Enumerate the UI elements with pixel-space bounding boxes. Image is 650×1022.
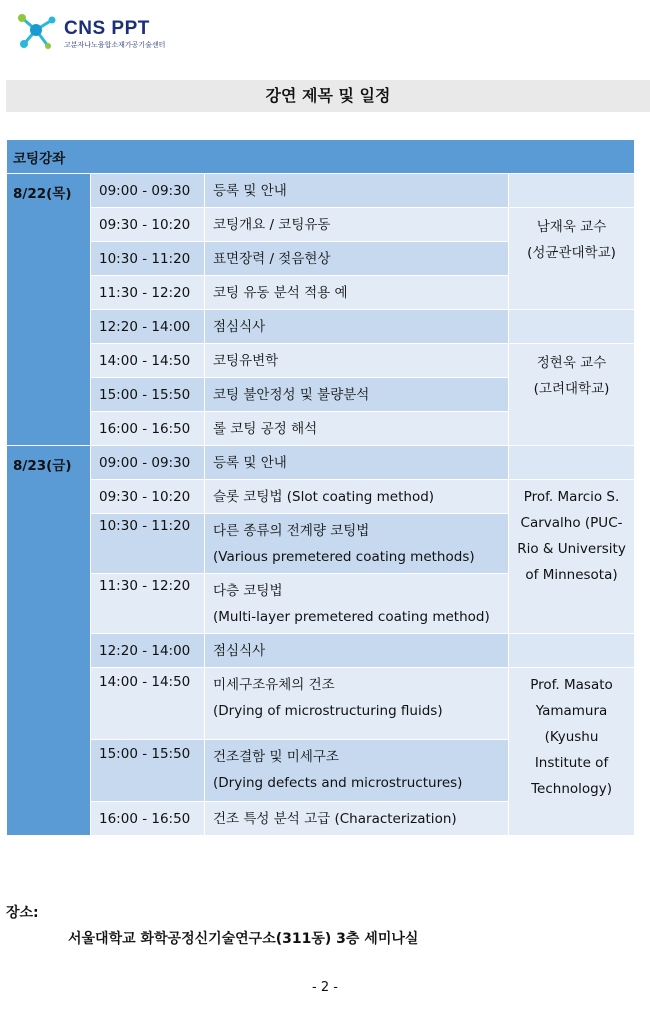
time-cell: 09:30 - 10:20: [91, 480, 205, 514]
table-row: [7, 668, 635, 740]
speaker-name: 남재욱 교수: [536, 219, 607, 235]
speaker-name: 정현욱 교수: [536, 355, 607, 371]
topic-cell: 슬롯 코팅법 (Slot coating method): [205, 480, 509, 514]
time-cell: 09:00 - 09:30: [91, 174, 205, 208]
table-header: 코팅강좌: [7, 140, 635, 174]
logo-subtitle: 고분자나노융합소재가공기술센터: [64, 41, 166, 49]
speaker-cell-empty: [509, 310, 635, 344]
speaker-line: Technology): [531, 781, 612, 797]
time-cell: 09:00 - 09:30: [91, 446, 205, 480]
place-label: 장소:: [6, 905, 39, 921]
speaker-cell: [509, 344, 635, 446]
topic-cell: 점심식사: [205, 634, 509, 668]
page-number: - 2 -: [312, 980, 338, 995]
time-cell: 15:00 - 15:50: [91, 378, 205, 412]
day-cell: 8/23(금): [7, 446, 91, 836]
time-cell: 14:00 - 14:50: [91, 344, 205, 378]
time-cell: 12:20 - 14:00: [91, 310, 205, 344]
topic-english: (Various premetered coating methods): [213, 548, 475, 565]
topic-korean: 미세구조유체의 건조: [213, 677, 335, 693]
table-row: [7, 480, 635, 514]
speaker-line: Carvalho (PUC-: [520, 515, 623, 531]
topic-cell: 코팅 불안정성 및 불량분석: [205, 378, 509, 412]
topic-english: (Multi-layer premetered coating method): [213, 608, 490, 625]
topic-english: (Drying defects and microstructures): [213, 775, 463, 791]
topic-cell: 코팅유변학: [205, 344, 509, 378]
speaker-affiliation: (성균관대학교): [527, 245, 616, 261]
topic-cell: 점심식사: [205, 310, 509, 344]
logo: [14, 8, 194, 54]
speaker-cell-empty: [509, 634, 635, 668]
speaker-line: of Minnesota): [525, 567, 618, 583]
speaker-affiliation: (고려대학교): [533, 381, 610, 397]
speaker-cell: [509, 668, 635, 836]
speaker-cell-empty: [509, 446, 635, 480]
topic-cell: [205, 740, 509, 802]
speaker-line: (Kyushu: [544, 729, 599, 745]
speaker-line: Prof. Masato: [530, 677, 613, 693]
time-cell: 11:30 - 12:20: [91, 574, 205, 634]
speaker-cell: [509, 208, 635, 310]
table-header-row: [7, 140, 635, 174]
topic-korean: 건조결함 및 미세구조: [213, 749, 339, 765]
speaker-line: Rio & University: [517, 541, 626, 557]
speaker-line: Prof. Marcio S.: [523, 489, 620, 505]
topic-cell: 코팅 유동 분석 적용 예: [205, 276, 509, 310]
table-row: [7, 310, 635, 344]
topic-english: (Drying of microstructuring fluids): [213, 703, 443, 719]
schedule-table: [6, 139, 635, 836]
topic-cell: 표면장력 / 젖음현상: [205, 242, 509, 276]
day-cell: 8/22(목): [7, 174, 91, 446]
logo-text: CNS PPT: [64, 18, 150, 39]
topic-cell: 롤 코팅 공정 해석: [205, 412, 509, 446]
speaker-line: Institute of: [534, 755, 609, 771]
time-cell: 12:20 - 14:00: [91, 634, 205, 668]
time-cell: 10:30 - 11:20: [91, 242, 205, 276]
speaker-cell: [509, 480, 635, 634]
topic-cell: [205, 668, 509, 740]
table-row: [7, 208, 635, 242]
time-cell: 10:30 - 11:20: [91, 514, 205, 574]
topic-cell: [205, 574, 509, 634]
topic-korean: 다층 코팅법: [213, 582, 283, 599]
topic-cell: 건조 특성 분석 고급 (Characterization): [205, 802, 509, 836]
time-cell: 16:00 - 16:50: [91, 802, 205, 836]
molecule-logo-icon: [14, 8, 60, 54]
page-title: 강연 제목 및 일정: [6, 80, 650, 112]
time-cell: 15:00 - 15:50: [91, 740, 205, 802]
time-cell: 09:30 - 10:20: [91, 208, 205, 242]
speaker-line: Yamamura: [535, 703, 608, 719]
table-row: [7, 446, 635, 480]
topic-cell: 등록 및 안내: [205, 446, 509, 480]
table-row: [7, 634, 635, 668]
place-value: 서울대학교 화학공정신기술연구소(311동) 3층 세미나실: [68, 931, 419, 947]
time-cell: 11:30 - 12:20: [91, 276, 205, 310]
table-row: [7, 174, 635, 208]
time-cell: 14:00 - 14:50: [91, 668, 205, 740]
topic-cell: 등록 및 안내: [205, 174, 509, 208]
speaker-cell-empty: [509, 174, 635, 208]
time-cell: 16:00 - 16:50: [91, 412, 205, 446]
topic-cell: [205, 514, 509, 574]
table-row: [7, 344, 635, 378]
topic-korean: 다른 종류의 전계량 코팅법: [213, 522, 370, 539]
topic-cell: 코팅개요 / 코팅유동: [205, 208, 509, 242]
